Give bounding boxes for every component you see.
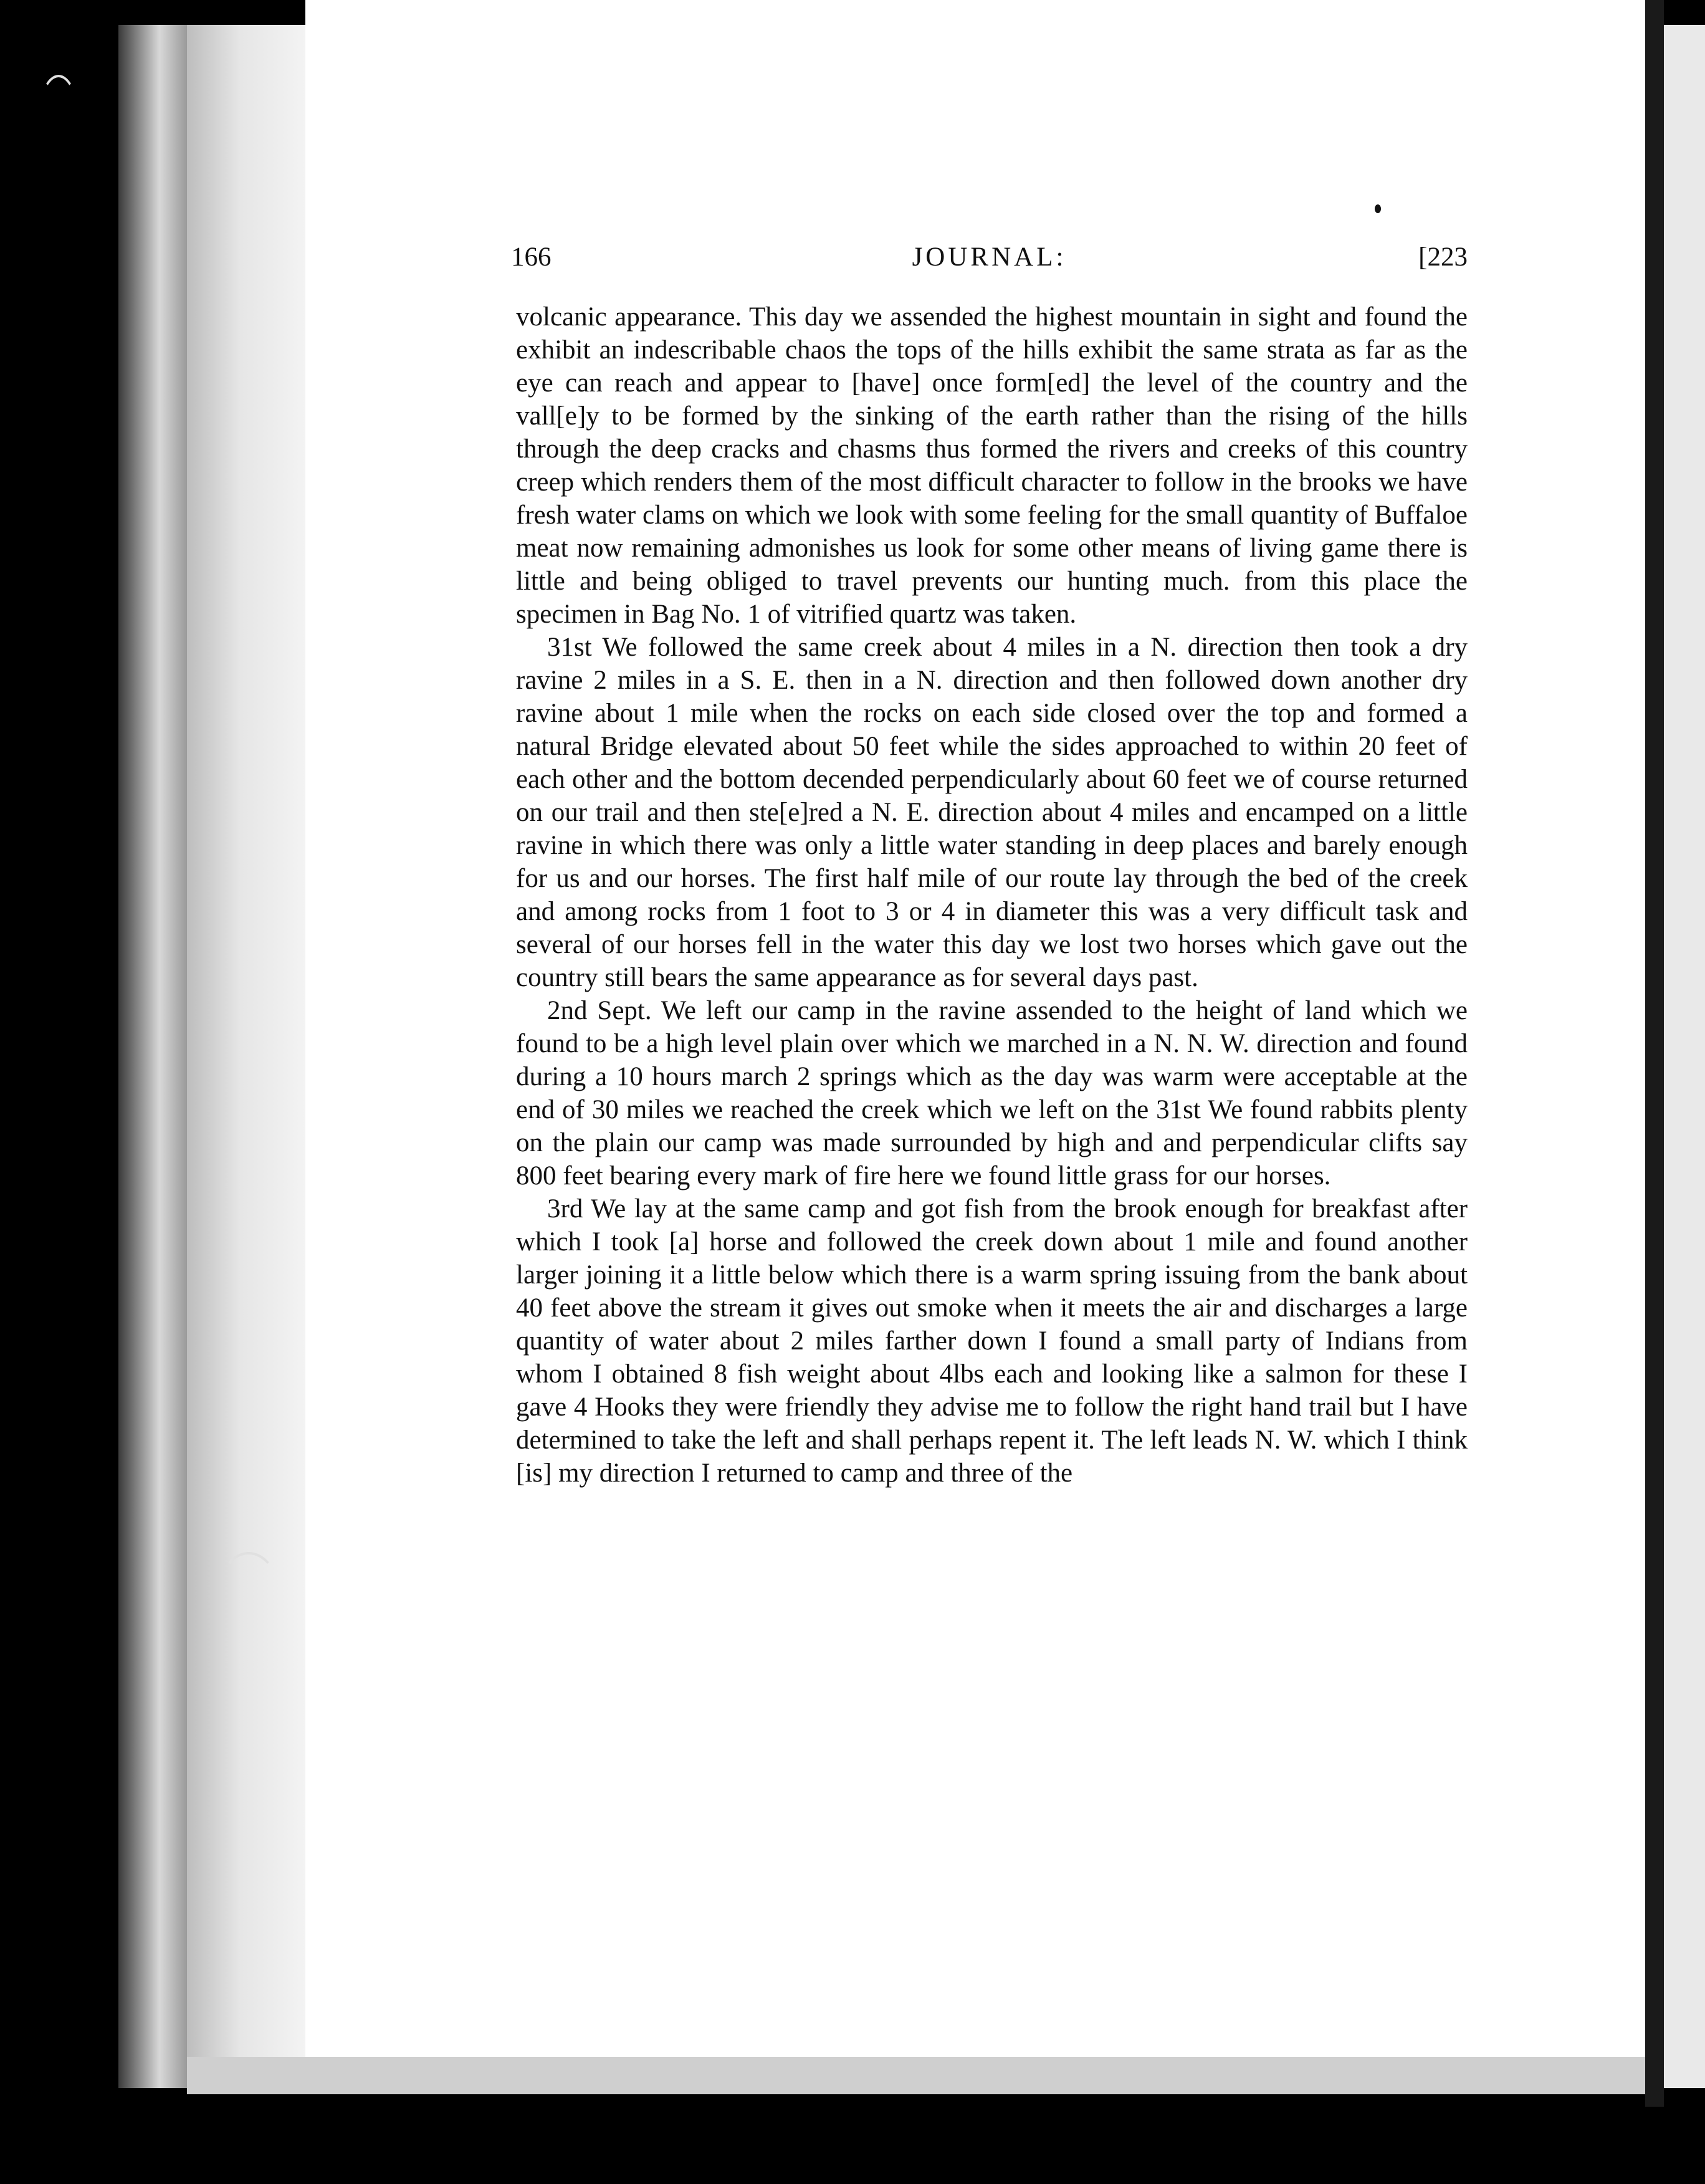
section-marker: [223: [1418, 242, 1468, 272]
running-header: [511, 242, 1468, 279]
scan-artifact: [218, 1552, 279, 1632]
book-binding-edge: [118, 25, 187, 2088]
page-bottom-edge: [187, 2057, 1645, 2094]
journal-body: [516, 300, 1468, 1490]
running-title: JOURNAL:: [912, 242, 1067, 272]
page-right-shadow: [1645, 0, 1664, 2107]
paragraph-continuation: volcanic appearance. This day we assended the highest mountain in sight and found the exhibit an indescribable chaos the tops of the hills exhibit the same strata as far as the eye can reach and appear to [have] once form[ed] the level of the country and the vall[e]y to be formed by the sinking of the earth rather than the rising of the hills through the deep cracks and chasms thus formed the rivers and creeks of this country creep which renders them of the most difficult character to follow in the brooks we have fresh water clams on which we look with some feeling for the small quantity of Buffaloe meat now remaining admonishes us look for some other means of living game there is little and being obliged to travel prevents our hunting much. from this place the specimen in Bag No. 1 of vitrified quartz was taken.: [516, 302, 1468, 629]
paragraph-entry-31st: 31st We followed the same creek about 4 miles in a N. direction then took a dry ravine 2 miles in a S. E. then in a N. direction and then followed down another dry ravine about 1 mile when the rocks on each side closed over the top and formed a natural Bridge elevated about 50 feet while the sides approached to within 20 feet of each other and the bottom decended perpendicularly about 60 feet we of course returned on our trail and then ste[e]red a N. E. direction about 4 miles and encamped on a little ravine in which there was only a little water standing in deep places and barely enough for us and our horses. The first half mile of our route lay through the bed of the creek and among rocks from 1 foot to 3 or 4 in diameter this was a very difficult task and several of our horses fell in the water this day we lost two horses which gave out the country still bears the same appearance as for several days past.: [516, 633, 1468, 992]
paragraph-entry-3rd: 3rd We lay at the same camp and got fish from the brook enough for breakfast after which I took [a] horse and followed the creek down about 1 mile and found another larger joining it a little below which there is a warm spring issuing from the bank about 40 feet above the stream it gives out smoke when it meets the air and discharges a large quantity of water about 2 miles farther down I found a small party of Indians from whom I obtained 8 fish weight about 4lbs each and looking like a salmon for these I gave 4 Hooks they were friendly they advise me to follow the right hand trail but I have determined to take the left and shall perhaps repent it. The left leads N. W. which I think [is] my direction I returned to camp and three of the: [516, 1194, 1468, 1488]
page-gutter: [187, 25, 305, 2088]
scan-artifact: [37, 75, 80, 167]
paragraph-entry-2nd-sept: 2nd Sept. We left our camp in the ravine assended to the height of land which we found to be a high level plain over which we marched in a N. N. W. direction and found during a 10 hours march 2 springs which as the day was warm were acceptable at the end of 30 miles we reached the creek which we left on the 31st We found rabbits plenty on the plain our camp was made surrounded by high and and perpendicular clifts say 800 feet bearing every mark of fire here we found little grass for our horses.: [516, 996, 1468, 1190]
ink-dot: [1375, 204, 1381, 213]
page-number: 166: [511, 242, 552, 272]
facing-page-edge: [1664, 25, 1705, 2088]
